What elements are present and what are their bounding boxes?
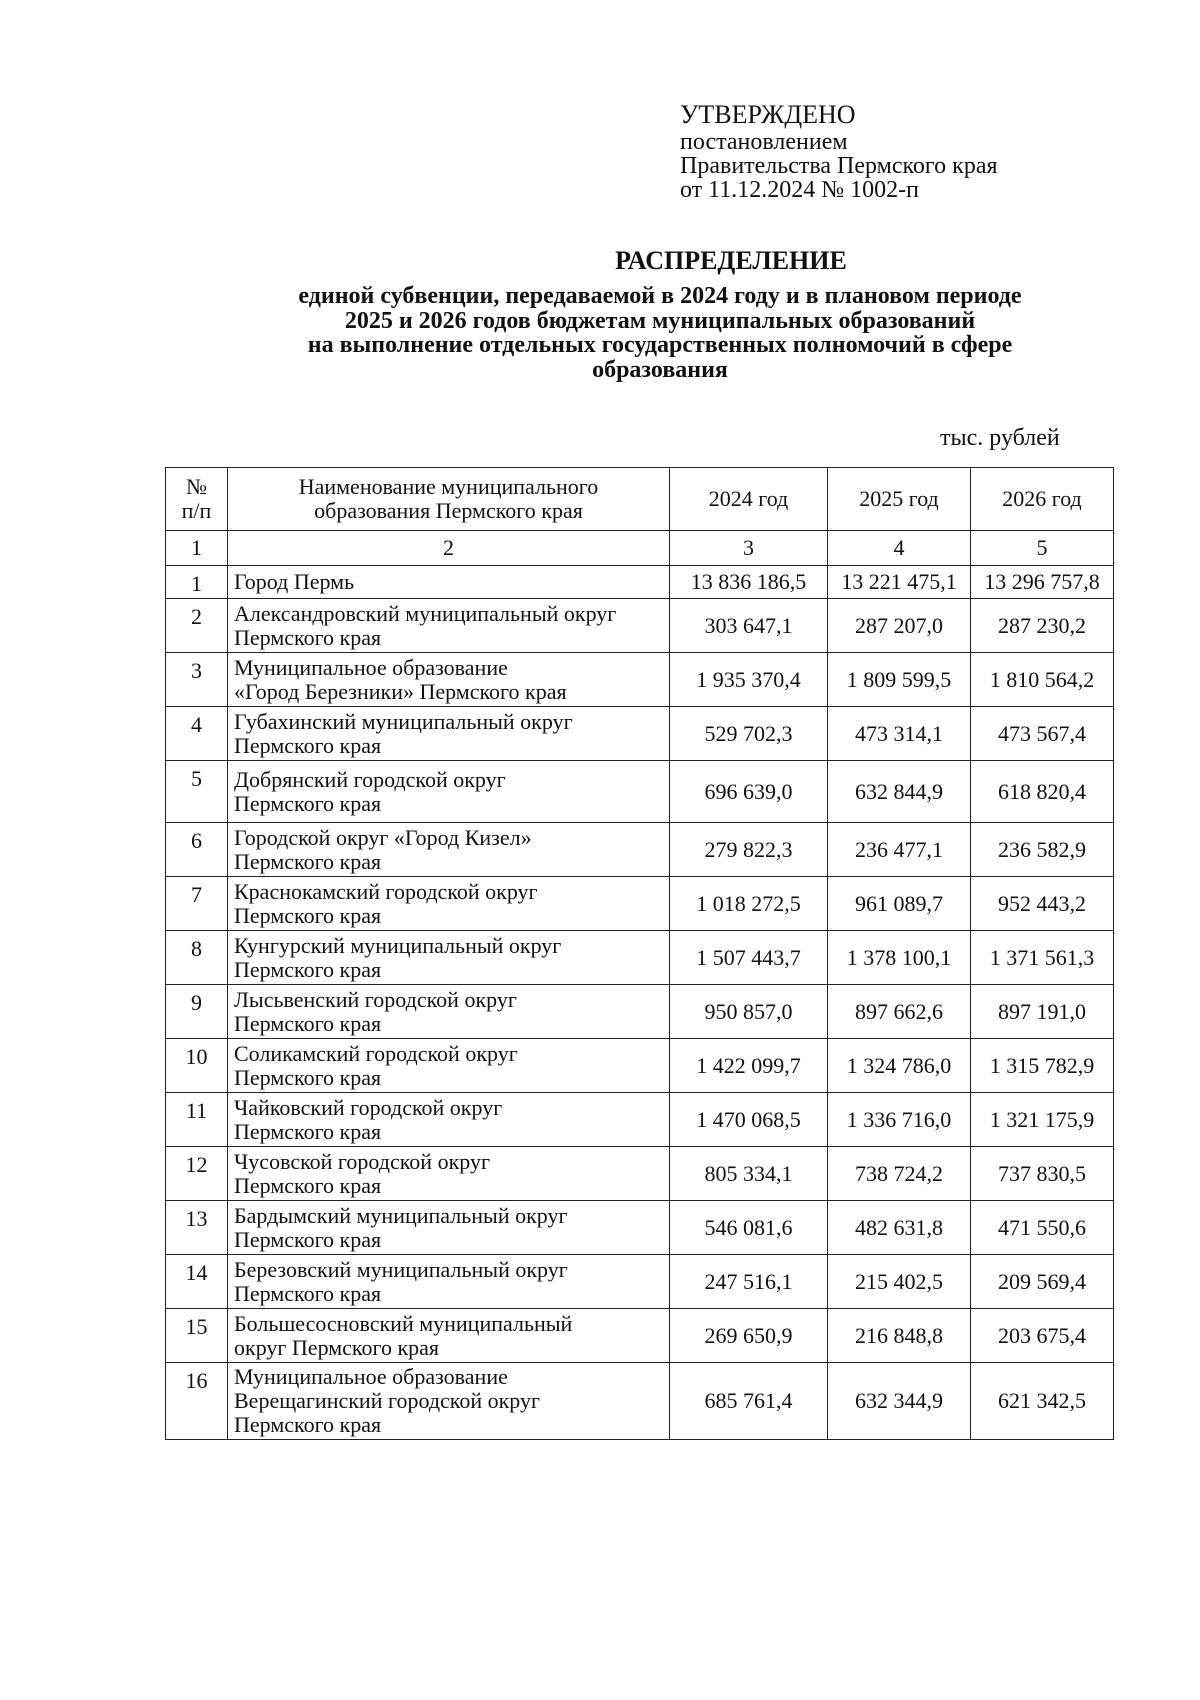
value-2025: 13 221 475,1 [828,566,971,599]
municipality-name-line: «Город Березники» Пермского края [234,678,567,704]
value-2024: 696 639,0 [670,761,828,823]
municipality-name-line: Пермского края [234,1280,382,1306]
units-label: тыс. рублей [940,425,1060,451]
row-number: 4 [166,707,228,761]
municipality-name-line: Верещагинский городской округ [234,1388,541,1413]
municipality-name-line: округ Пермского края [234,1334,440,1360]
value-2024: 1 422 099,7 [670,1039,828,1093]
value-2026: 1 810 564,2 [971,653,1114,707]
municipality-name [228,1093,670,1147]
value-2024: 950 857,0 [670,985,828,1039]
value-2026: 203 675,4 [971,1309,1114,1363]
municipality-name-line: Пермского края [234,902,382,928]
municipality-name [228,823,670,877]
column-index-row [166,531,1114,566]
value-2025: 287 207,0 [828,599,971,653]
municipality-name-line: Пермского края [234,790,382,816]
row-number: 16 [166,1363,228,1440]
value-2025: 961 089,7 [828,877,971,931]
table-row [166,1147,1114,1201]
value-2026: 236 582,9 [971,823,1114,877]
value-2025: 482 631,8 [828,1201,971,1255]
row-number: 3 [166,653,228,707]
municipality-name [228,761,670,823]
row-number: 12 [166,1147,228,1201]
value-2026: 737 830,5 [971,1147,1114,1201]
table-row [166,1255,1114,1309]
approval-line: Правительства Пермского края [680,153,998,179]
value-2025: 897 662,6 [828,985,971,1039]
distribution-table [165,467,1114,1440]
value-2024: 13 836 186,5 [670,566,828,599]
header-num: № п/п [166,468,228,531]
municipality-name-line: Бардымский муниципальный округ [234,1202,568,1228]
municipality-name-line: Пермского края [234,732,382,758]
table-row [166,985,1114,1039]
table-row [166,1039,1114,1093]
municipality-name-line: Муниципальное образование [234,1364,508,1389]
row-number: 15 [166,1309,228,1363]
value-2026: 1 371 561,3 [971,931,1114,985]
value-2026: 13 296 757,8 [971,566,1114,599]
value-2025: 632 344,9 [828,1363,971,1440]
municipality-name-line: Пермского края [234,1010,382,1036]
municipality-name-line: Краснокамский городской округ [234,878,538,904]
municipality-name [228,985,670,1039]
municipality-name-line: Большесосновский муниципальный [234,1310,573,1336]
municipality-name-line: Город Пермь [234,569,355,594]
municipality-name [228,1363,670,1440]
row-number: 1 [166,566,228,599]
municipality-name-line: Чайковский городской округ [234,1094,503,1120]
municipality-name-line: Муниципальное образование [234,654,508,680]
municipality-name [228,707,670,761]
municipality-name [228,653,670,707]
value-2024: 1 507 443,7 [670,931,828,985]
value-2024: 685 761,4 [670,1363,828,1440]
row-number: 8 [166,931,228,985]
document-subtitle [180,284,1140,382]
value-2026: 209 569,4 [971,1255,1114,1309]
table-header-row [166,468,1114,531]
subtitle-line: на выполнение отдельных государственных полномочий в сфере [307,332,1013,358]
table-row [166,653,1114,707]
column-index: 4 [828,531,971,566]
value-2026: 473 567,4 [971,707,1114,761]
approval-heading: УТВЕРЖДЕНО [680,100,856,129]
value-2024: 1 935 370,4 [670,653,828,707]
value-2026: 952 443,2 [971,877,1114,931]
value-2025: 236 477,1 [828,823,971,877]
row-number: 11 [166,1093,228,1147]
value-2026: 897 191,0 [971,985,1114,1039]
header-2024: 2024 год [670,468,828,531]
table-row [166,877,1114,931]
subtitle-line: образования [592,356,728,383]
value-2025: 632 844,9 [828,761,971,823]
municipality-name-line: Пермского края [234,956,382,982]
value-2026: 1 321 175,9 [971,1093,1114,1147]
municipality-name-line: Лысьвенский городской округ [234,986,517,1012]
value-2024: 1 470 068,5 [670,1093,828,1147]
municipality-name-line: Пермского края [234,1172,382,1198]
value-2024: 303 647,1 [670,599,828,653]
municipality-name-line: Пермского края [234,1226,382,1252]
municipality-name [228,1039,670,1093]
document-title: РАСПРЕДЕЛЕНИЕ [615,246,847,275]
approval-block [680,100,998,202]
municipality-name-line: Губахинский муниципальный округ [234,708,573,734]
municipality-name-line: Березовский муниципальный округ [234,1256,568,1282]
municipality-name-line: Соликамский городской округ [234,1040,518,1066]
value-2026: 471 550,6 [971,1201,1114,1255]
value-2024: 247 516,1 [670,1255,828,1309]
table-row [166,823,1114,877]
municipality-name [228,599,670,653]
municipality-name-line: Чусовской городской округ [234,1148,490,1174]
value-2025: 473 314,1 [828,707,971,761]
value-2025: 1 336 716,0 [828,1093,971,1147]
municipality-name [228,566,670,599]
row-number: 10 [166,1039,228,1093]
municipality-name [228,931,670,985]
table-row [166,1201,1114,1255]
row-number: 13 [166,1201,228,1255]
row-number: 14 [166,1255,228,1309]
approval-date-line: от 11.12.2024 № 1002-п [680,177,920,203]
municipality-name-line: Пермского края [234,1118,382,1144]
table-row [166,1363,1114,1440]
column-index: 1 [166,531,228,566]
value-2024: 1 018 272,5 [670,877,828,931]
municipality-name [228,1309,670,1363]
value-2026: 618 820,4 [971,761,1114,823]
value-2024: 546 081,6 [670,1201,828,1255]
value-2025: 1 378 100,1 [828,931,971,985]
subtitle-line: единой субвенции, передаваемой в 2024 году и в плановом периоде [298,283,1022,309]
municipality-name [228,1147,670,1201]
value-2024: 269 650,9 [670,1309,828,1363]
table-row [166,761,1114,823]
municipality-name-line: Пермского края [234,1412,382,1437]
row-number: 7 [166,877,228,931]
municipality-name [228,1201,670,1255]
approval-line: постановлением [680,129,848,155]
value-2026: 287 230,2 [971,599,1114,653]
table-row [166,931,1114,985]
municipality-name-line: Добрянский городской округ [234,766,506,792]
row-number: 5 [166,761,228,823]
table-row [166,1093,1114,1147]
value-2025: 738 724,2 [828,1147,971,1201]
value-2026: 1 315 782,9 [971,1039,1114,1093]
value-2025: 216 848,8 [828,1309,971,1363]
municipality-name [228,1255,670,1309]
municipality-name [228,877,670,931]
header-2025: 2025 год [828,468,971,531]
table-row [166,566,1114,599]
column-index: 2 [228,531,670,566]
row-number: 6 [166,823,228,877]
column-index: 3 [670,531,828,566]
municipality-name-line: Городской округ «Город Кизел» [234,824,532,850]
row-number: 9 [166,985,228,1039]
value-2025: 1 809 599,5 [828,653,971,707]
value-2025: 215 402,5 [828,1255,971,1309]
municipality-name-line: Пермского края [234,848,382,874]
header-name: Наименование муниципального образования Пермского края [228,468,670,531]
municipality-name-line: Пермского края [234,624,382,650]
column-index: 5 [971,531,1114,566]
value-2024: 529 702,3 [670,707,828,761]
table-row [166,599,1114,653]
row-number: 2 [166,599,228,653]
value-2026: 621 342,5 [971,1363,1114,1440]
value-2025: 1 324 786,0 [828,1039,971,1093]
municipality-name-line: Кунгурский муниципальный округ [234,932,562,958]
municipality-name-line: Пермского края [234,1064,382,1090]
value-2024: 805 334,1 [670,1147,828,1201]
value-2024: 279 822,3 [670,823,828,877]
subtitle-line: 2025 и 2026 годов бюджетам муниципальных образований [344,307,976,334]
table-row [166,707,1114,761]
municipality-name-line: Александровский муниципальный округ [234,600,617,626]
table-row [166,1309,1114,1363]
header-2026: 2026 год [971,468,1114,531]
